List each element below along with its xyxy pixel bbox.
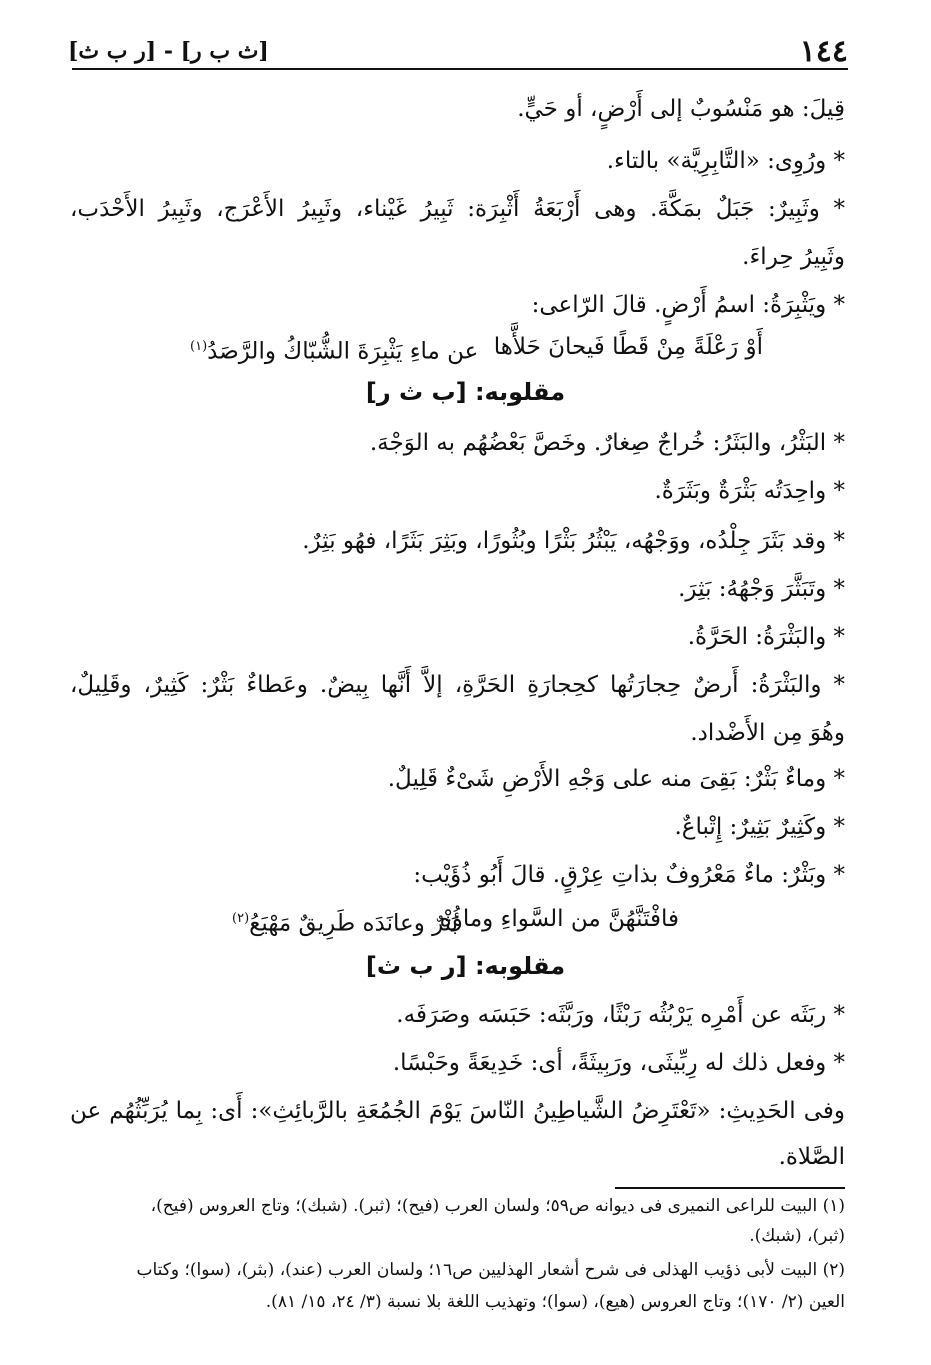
entry-line: * ويَثْبِرَةُ: اسمُ أَرْضٍ. قالَ الرّاعى: bbox=[531, 292, 845, 318]
footnote-line: العين (٢/ ١٧٠)؛ وتاج العروس (هيع)، (سوا)؛ وتهذيب اللغة بلا نسبة (٣/ ٢٤، ١٥/ ٨١). bbox=[265, 1292, 845, 1312]
footnote-line: (٢) البيت لأبى ذؤيب الهذلى فى شرح أشعار الهذليين ص١٦؛ ولسان العرب (عند)، (بثر)، (سوا)؛ وكتاب bbox=[136, 1260, 845, 1280]
footnote-ref: (٢) bbox=[232, 911, 250, 926]
entry-line: وهُوَ مِن الأَضْداد. bbox=[690, 720, 845, 746]
entry-line: * ربَثَه عن أَمْرِه يَرْبُثُه رَبْثًا، ورَبَّثَه: حَبَسَه وصَرَفَه. bbox=[396, 1002, 845, 1028]
entry-line: الصَّلاة. bbox=[778, 1144, 845, 1170]
running-title: [ث ب ر] - [ر ب ث] bbox=[68, 38, 269, 64]
entry-line: قِيلَ: هو مَنْسُوبٌ إلى أَرْضٍ، أو حَيٍّ. bbox=[517, 96, 845, 122]
verse-text: بَثْرٌ وعانَدَه طَرِيقٌ مَهْيَعُ bbox=[249, 910, 459, 937]
entry-line: * وكَثِيرٌ بَثِيرٌ: إِتْباعٌ. bbox=[674, 814, 845, 840]
footnote-line: (١) البيت للراعى النميرى فى ديوانه ص٥٩؛ ولسان العرب (فيح)؛ (ثبر). (شبك)؛ وتاج العروس (فيح)، bbox=[150, 1196, 845, 1216]
section-heading: مقلوبه: [ر ب ث] bbox=[365, 952, 566, 980]
verse-hemistich-2 bbox=[232, 902, 458, 941]
verse-text: عن ماءِ يَثْبِرَةَ الشُّبّاكُ والرَّصَدُ bbox=[207, 338, 479, 365]
footnote-ref: (١) bbox=[190, 339, 208, 354]
footnote-line: (ثبر)، (شبك). bbox=[749, 1226, 845, 1246]
entry-line: * وقد بَثَرَ جِلْدُه، ووَجْهُه، يَبْثُرُ بَثْرًا وبُثُورًا، وبَثِرَ بَثَرًا، فهُو بَثِرٌ. bbox=[302, 528, 845, 554]
entry-line: * البَثْرُ، والبَثَرُ: خُراجٌ صِغارٌ. وخَصَّ بَعْضُهُم به الوَجْهَ. bbox=[369, 430, 845, 456]
verse-hemistich-1: أَوْ رَعْلَةً مِنْ قَطًا فَيحانَ حَلأَّها bbox=[493, 334, 763, 360]
entry-line: * وماءٌ بَثْرٌ: بَقِىَ منه على وَجْهِ الأَرْضِ شَىْءٌ قَلِيلٌ. bbox=[387, 766, 845, 792]
entry-line: * وتَبَثَّرَ وَجْهُهُ: بَثِرَ. bbox=[678, 576, 845, 602]
verse-hemistich-2 bbox=[190, 330, 478, 369]
entry-line: * ورُوِى: «التَّابِرِيَّة» بالتاء. bbox=[606, 148, 845, 174]
verse-hemistich-1: فافْتَنَّهُنَّ من السَّواءِ وماؤُه bbox=[439, 906, 679, 932]
section-heading: مقلوبه: [ب ث ر] bbox=[365, 378, 566, 406]
entry-line: * وفعل ذلك له رِبِّيثَى، ورَبِيثَةً، أى: خَدِيعَةً وحَبْسًا. bbox=[392, 1050, 845, 1076]
page-number: ١٤٤ bbox=[799, 34, 848, 69]
entry-line: وفى الحَدِيثِ: «تَعْتَرِضُ الشَّياطِينُ النّاسَ يَوْمَ الجُمُعَةِ بالرَّبائِثِ»: أَى: بِما يُرَبِّثُهُم عن bbox=[70, 1098, 845, 1124]
entry-line: * واحِدَتُه بَثْرَةٌ وبَثَرَةٌ. bbox=[654, 478, 845, 504]
entry-line: * والبَثْرَةُ: أَرضٌ حِجارَتُها كحِجارَةِ الحَرَّةِ، إلاَّ أَنَّها بِيضٌ. وعَطاءٌ بَثْرٌ: كَثِيرٌ، وقَلِيلٌ، bbox=[70, 672, 845, 698]
entry-line: * وبَثْرٌ: ماءٌ مَعْرُوفٌ بذاتِ عِرْقٍ. قالَ أَبُو ذُؤَيْب: bbox=[413, 862, 845, 888]
page-header bbox=[68, 30, 848, 70]
header-rule bbox=[72, 68, 848, 70]
entry-line: * والبَثْرَةُ: الحَرَّةُ. bbox=[687, 624, 845, 650]
footnote-rule bbox=[615, 1187, 845, 1189]
entry-line: * وثَبِيرٌ: جَبَلٌ بمَكَّةَ. وهى أَرْبَعَةُ أَثْبِرَة: ثَبِيرُ غَيْناء، وثَبِيرُ الأَعْرَج، وثَبِيرُ الأَحْدَب، bbox=[70, 196, 845, 222]
entry-line: وثَبِيرُ حِراءَ. bbox=[742, 244, 845, 270]
